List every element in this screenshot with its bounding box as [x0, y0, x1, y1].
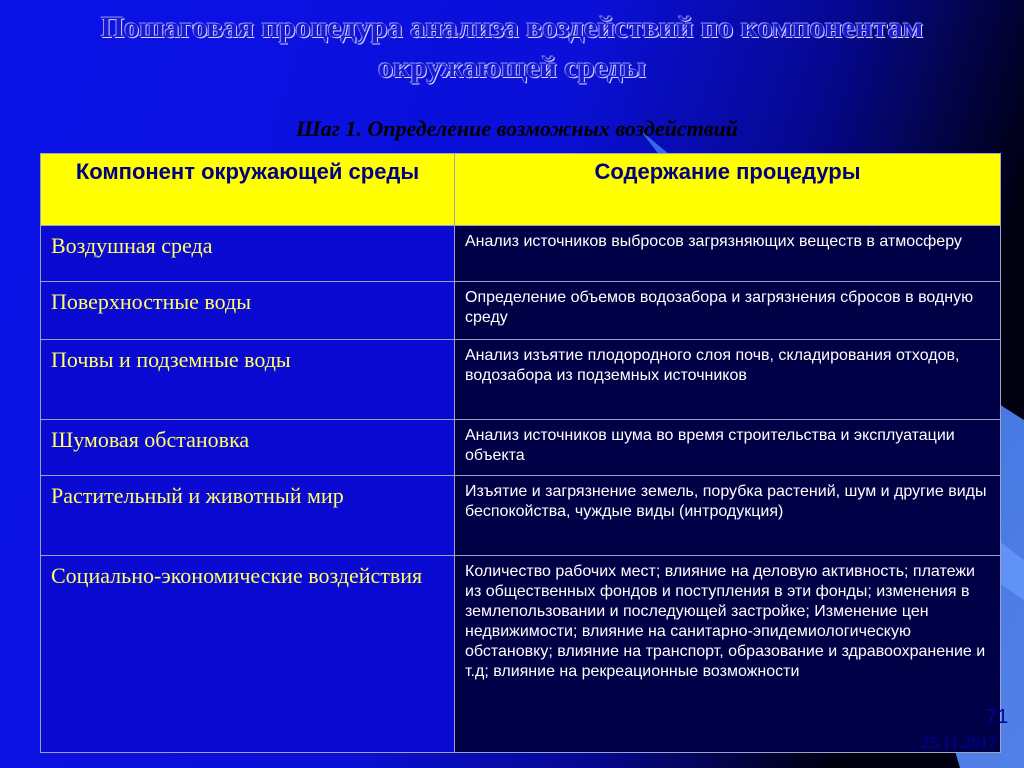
header-content: Содержание процедуры: [455, 154, 1001, 226]
step-heading: Шаг 1. Определение возможных воздействий: [296, 116, 738, 141]
content-cell: Количество рабочих мест; влияние на деловую активность; платежи из общественных фондов и поступления в эти фонды; изменения в землепользовании и последующей застройке; Изменение цен недвижимости; влияние на санитарно-эпидемиологическую обстановку; влияние на транспорт, образование и здравоохранение и т.д; влияние на рекреационные возможности: [455, 556, 1001, 753]
component-cell: Почвы и подземные воды: [41, 340, 455, 420]
procedure-table: [40, 153, 1001, 753]
component-cell: Социально-экономические воздействия: [41, 556, 455, 753]
page-number: 71: [986, 706, 1009, 728]
table-row: [41, 340, 1001, 420]
component-cell: Растительный и животный мир: [41, 476, 455, 556]
table-header-row: [41, 154, 1001, 226]
header-component: Компонент окружающей среды: [41, 154, 455, 226]
table-row: [41, 282, 1001, 340]
table-row: [41, 420, 1001, 476]
component-cell: Шумовая обстановка: [41, 420, 455, 476]
content-cell: Анализ источников выбросов загрязняющих веществ в атмосферу: [455, 226, 1001, 282]
slide-title: Пошаговая процедура анализа воздействий по компонентам окружающей среды: [100, 11, 924, 84]
content-cell: Определение объемов водозабора и загрязнения сбросов в водную среду: [455, 282, 1001, 340]
table-row: [41, 476, 1001, 556]
component-cell: Воздушная среда: [41, 226, 455, 282]
table-row: [41, 226, 1001, 282]
slide-date: 25.11.2017: [921, 733, 997, 752]
content-cell: Изъятие и загрязнение земель, порубка растений, шум и другие виды беспокойства, чуждые виды (интродукция): [455, 476, 1001, 556]
content-cell: Анализ изъятие плодородного слоя почв, складирования отходов, водозабора из подземных источников: [455, 340, 1001, 420]
component-cell: Поверхностные воды: [41, 282, 455, 340]
table-row: [41, 556, 1001, 753]
content-cell: Анализ источников шума во время строительства и эксплуатации объекта: [455, 420, 1001, 476]
